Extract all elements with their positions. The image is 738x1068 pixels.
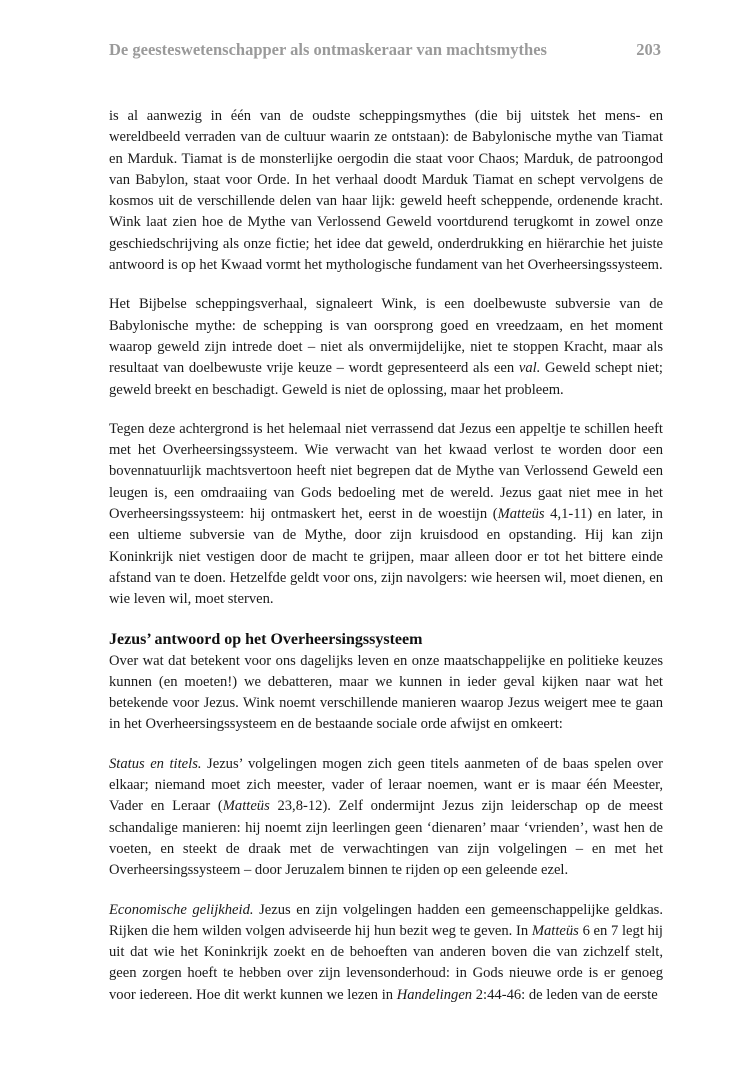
- paragraph-2-text-a: Het Bijbelse scheppingsverhaal, signaleert Wink, is een doelbewuste subversie van de Babylonische mythe: de schepping is van oorsprong goed en vreedzaam, en het moment waarop geweld zijn intrede doet – niet als onvermijdelijke, niet te stoppen Kracht, maar als resultaat van doelbewuste vrije keuze – wordt gepresenteerd als een: [109, 296, 663, 377]
- paragraph-4: [109, 651, 663, 736]
- page-number: 203: [636, 40, 661, 59]
- paragraph-4-text: Over wat dat betekent voor ons dagelijks leven en onze maatschappelijke en politieke keuzes kunnen (en moeten!) we debatteren, maar we kunnen in ieder geval kijken naar wat het betekende voor Jezus. Wink noemt verschillende manieren waarop Jezus weigert mee te gaan in het Overheersingssysteem en de bestaande sociale orde afwijst en omkeert:: [109, 652, 663, 733]
- paragraph-6: [109, 900, 663, 1006]
- paragraph-3-text-a: Tegen deze achtergrond is het helemaal niet verrassend dat Jezus een appeltje te schillen heeft met het Overheersingssysteem. Wie verwacht van het kwaad verlost te worden door een bovennatuurlijk machtsvertoon heeft niet begrepen dat de Mythe van Verlossend Geweld een leugen is, een omdraaiing van Gods bedoeling met de wereld. Jezus gaat niet mee in het Overheersingssysteem: hij ontmaskert het, eerst in de woestijn (: [109, 420, 663, 523]
- section-heading: Jezus’ antwoord op het Overheersingssysteem: [109, 630, 423, 648]
- paragraph-5-lead: Status en titels.: [109, 755, 202, 772]
- paragraph-6-text-b: 6 en 7 legt hij uit dat wie het Koninkrijk zoekt en de behoeften van anderen boven die van zichzelf stelt, geen zorgen hoeft te hebben over zijn levensonderhoud: in Gods nieuwe orde is er genoeg voor iedereen. Hoe dit werkt kunnen we lezen in: [109, 922, 663, 1003]
- paragraph-5: [109, 754, 663, 882]
- paragraph-6-text-a: Jezus en zijn volgelingen hadden een gemeenschappelijke geldkas. Rijken die hem wilden volgen adviseerde hij hun bezit weg te geven. In: [109, 901, 663, 939]
- paragraph-2: [109, 294, 663, 400]
- paragraph-5-text-b: 23,8-12). Zelf ondermijnt Jezus zijn leiderschap op de meest schandalige manieren: hij noemt zijn leerlingen geen ‘dienaren’ maar ‘vrienden’, wast hen de voeten, en steekt de draak met de verwachtingen van zijn volgelingen – en met het Overheersingssysteem – door Jeruzalem binnen te rijden op een geleende ezel.: [109, 798, 663, 879]
- paragraph-3-text-b: 4,1-11) en later, in een ultieme subversie van de Mythe, door zijn kruisdood en opstanding. Hij kan zijn Koninkrijk niet vestigen door de macht te grijpen, maar alleen door er tot het bittere einde afstand van te doen. Hetzelfde geldt voor ons, zijn navolgers: wie heersen wil, moet dienen, en wie leven wil, moet sterven.: [109, 506, 663, 608]
- paragraph-2-emphasis: val.: [518, 360, 541, 377]
- paragraph-2-text-b: Geweld schept niet; geweld breekt en beschadigt. Geweld is niet de oplossing, maar het probleem.: [109, 360, 663, 398]
- paragraph-6-text-c: 2:44-46: de leden van de eerste: [472, 986, 658, 1003]
- paragraph-6-emphasis-1: Matteüs: [531, 922, 579, 939]
- paragraph-3: [109, 419, 663, 611]
- page-body: [109, 106, 663, 1024]
- paragraph-5-text-a: Jezus’ volgelingen mogen zich geen titels aanmeten of de baas spelen over elkaar; niemand moet zich meester, vader of leraar noemen, want er is maar één Meester, Vader en Leraar (: [109, 755, 663, 815]
- paragraph-1: [109, 106, 663, 276]
- paragraph-6-lead: Economische gelijkheid.: [109, 901, 254, 918]
- paragraph-3-emphasis: Matteüs: [497, 506, 545, 523]
- running-title: De geesteswetenschapper als ontmaskeraar van machtsmythes: [109, 40, 547, 59]
- paragraph-6-emphasis-2: Handelingen: [396, 986, 473, 1003]
- paragraph-5-emphasis: Matteüs: [222, 798, 270, 815]
- paragraph-1-text: is al aanwezig in één van de oudste scheppingsmythes (die bij uitstek het mens- en wereldbeeld verraden van de cultuur waarin ze ontstaan): de Babylonische mythe van Tiamat en Marduk. Tiamat is de monsterlijke oergodin die staat voor Chaos; Marduk, de patroongod van Babylon, staat voor Orde. In het verhaal doodt Marduk Tiamat en schept vervolgens de kosmos uit de verschillende delen van haar lijk: geweld heeft scheppende, ordenende kracht. Wink laat zien hoe de Mythe van Verlossend Geweld voortdurend terugkomt in zowel onze geschiedschrijving als onze fictie; het idee dat geweld, onderdrukking en hiërarchie het juiste antwoord is op het Kwaad vormt het mythologische fundament van het Overheersingssysteem.: [109, 108, 663, 274]
- running-head: [109, 40, 661, 62]
